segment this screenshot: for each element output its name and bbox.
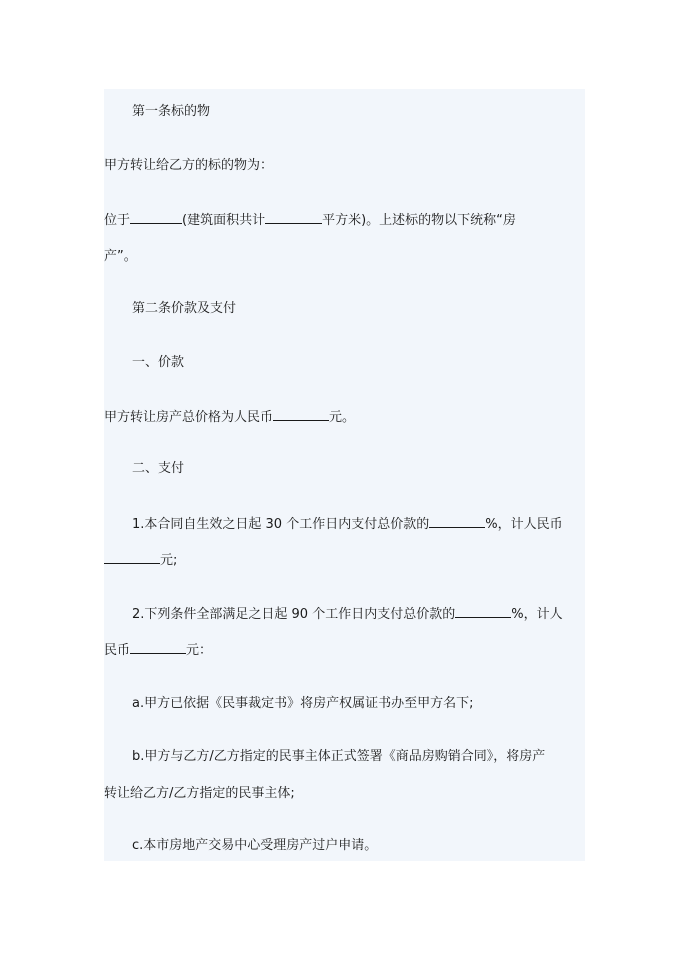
payment-2-percent-blank xyxy=(455,605,511,618)
condition-c: c.本市房地产交易中心受理房产过户申请。 xyxy=(132,838,378,853)
section-payment-title: 二、支付 xyxy=(132,461,185,476)
condition-b-line-2: 转让给乙方/乙方指定的民事主体; xyxy=(104,786,295,801)
payment-1-line-2: 元; xyxy=(104,551,585,569)
payment-1-percent-blank xyxy=(429,515,485,528)
payment-1-line-1: 1.本合同自生效之日起 30 个工作日内支付总价款的 %，计人民币 xyxy=(132,517,563,532)
article-1-intro: 甲方转让给乙方的标的物为： xyxy=(104,158,274,173)
payment-2-amount-blank xyxy=(130,641,186,654)
property-location-line: 位于 (建筑面积共计 平方米)。上述标的物以下统称“房 xyxy=(104,213,516,228)
condition-b-line-1: b.甲方与乙方/乙方指定的民事主体正式签署《商品房购销合同》，将房产 xyxy=(132,749,546,764)
price-blank xyxy=(273,408,329,421)
article-2-title: 第二条价款及支付 xyxy=(132,301,237,316)
payment-2-line-2: 民币 元： xyxy=(104,643,213,658)
total-price-line: 甲方转让房产总价格为人民币 元。 xyxy=(104,410,356,425)
area-blank xyxy=(265,211,322,224)
payment-2-line-1: 2.下列条件全部满足之日起 90 个工作日内支付总价款的 %，计人 xyxy=(132,607,563,622)
payment-1-amount-blank xyxy=(104,551,160,564)
article-1-title: 第一条标的物 xyxy=(132,104,211,119)
section-price-title: 一、价款 xyxy=(132,355,185,370)
condition-a: a.甲方已依据《民事裁定书》将房产权属证书办至甲方名下; xyxy=(132,696,474,711)
property-location-line-2: 产”。 xyxy=(104,249,137,264)
location-blank xyxy=(130,211,182,224)
